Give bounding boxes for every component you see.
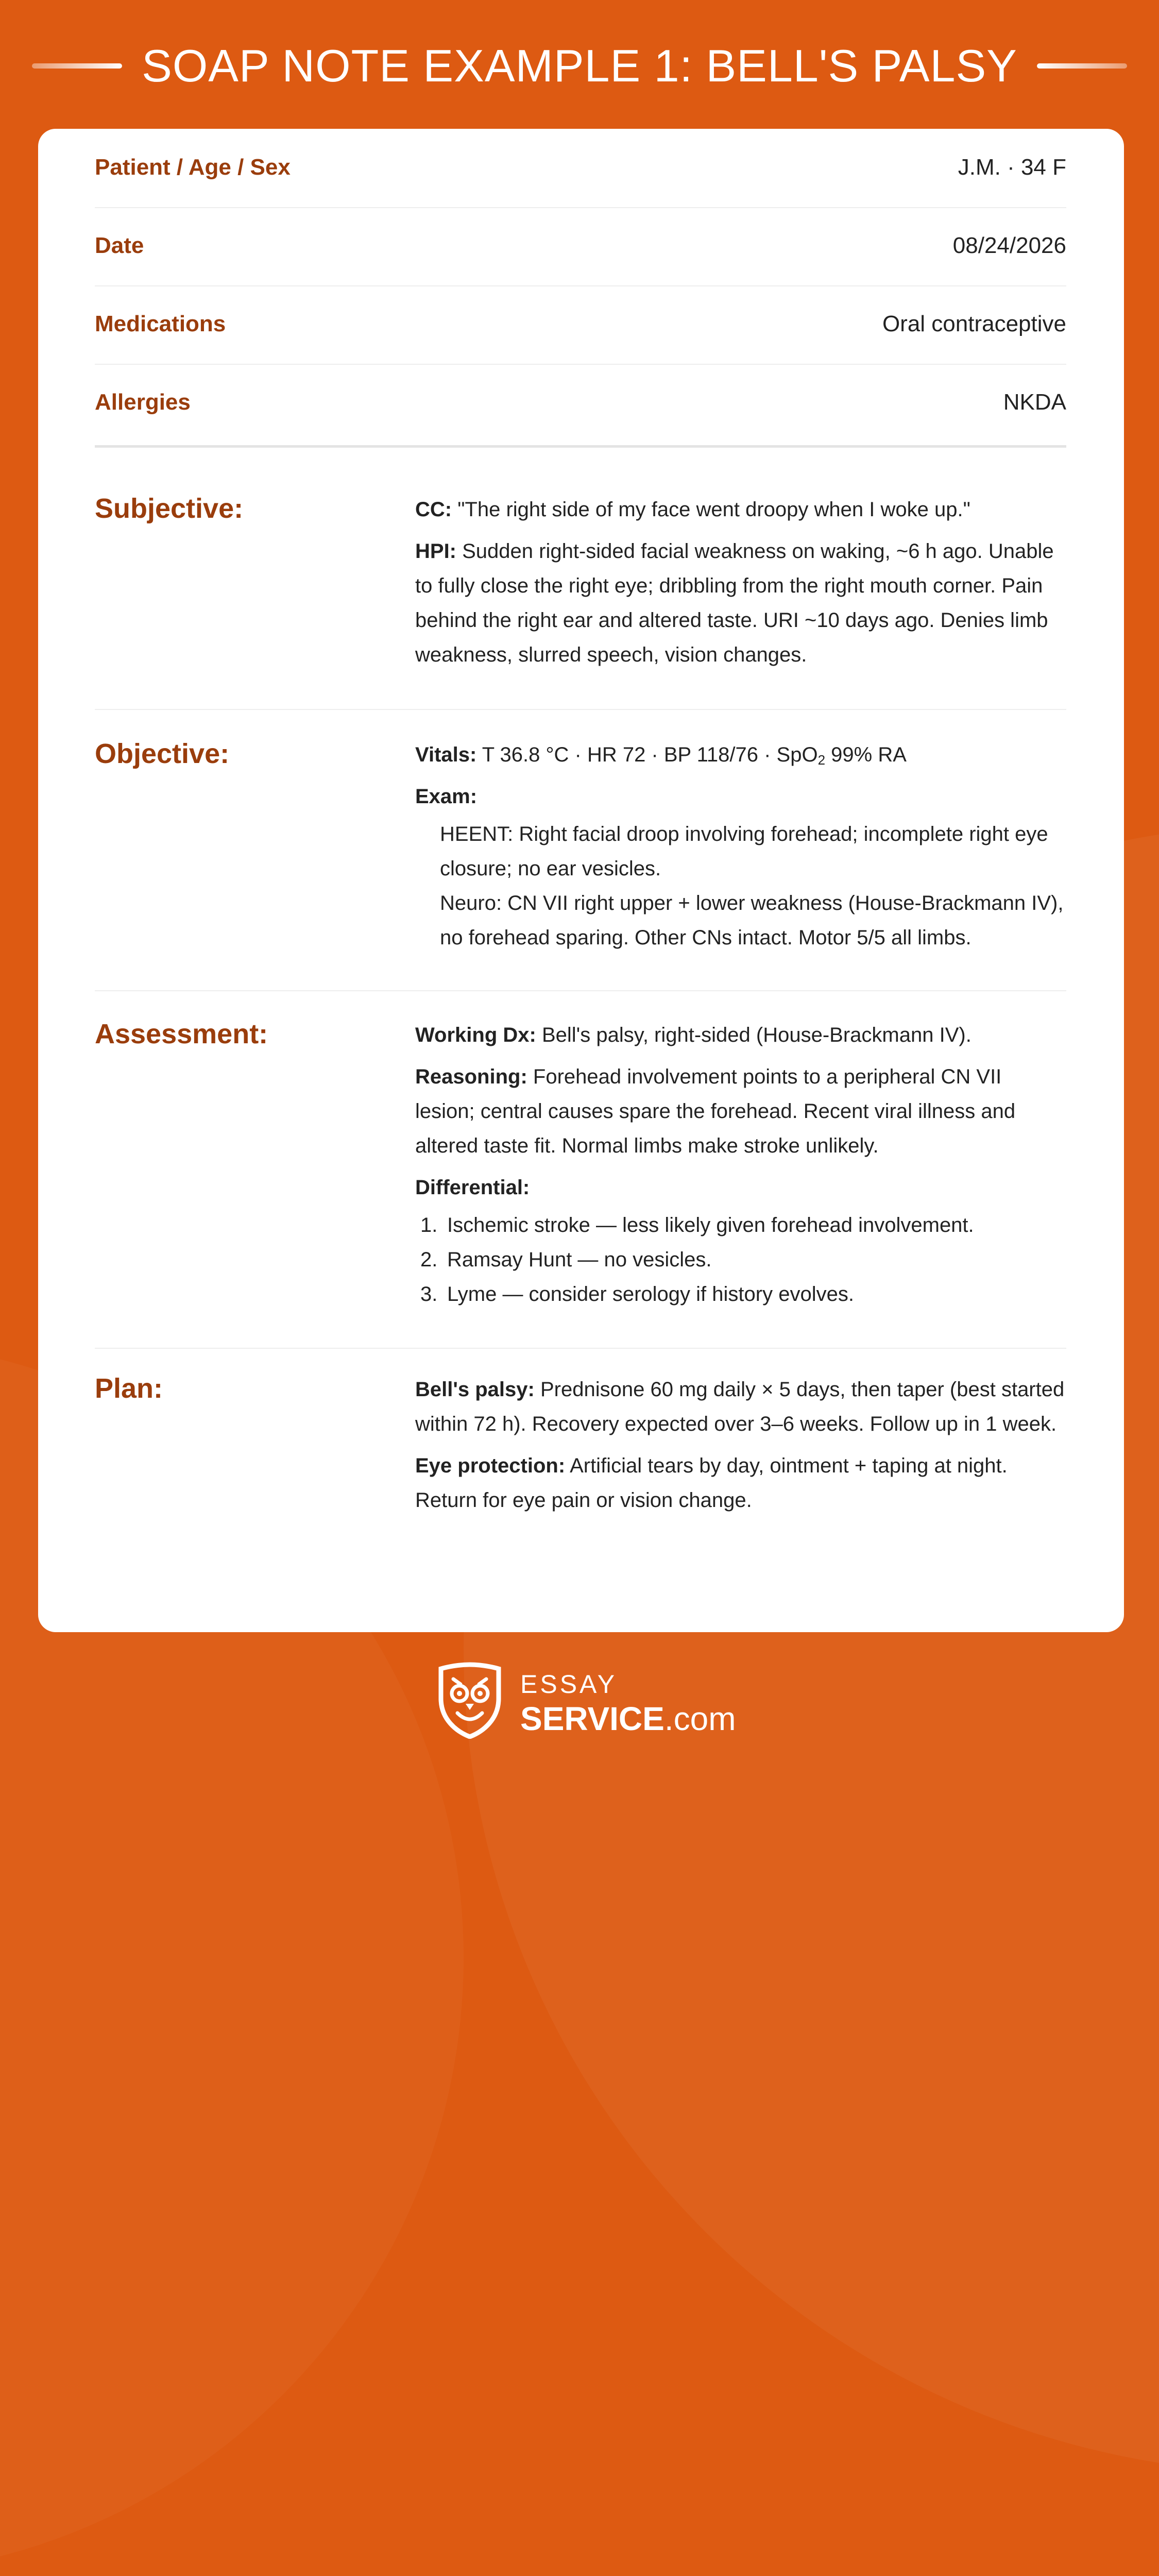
section-heading: Subjective: [95, 493, 244, 524]
hpi [415, 534, 1066, 672]
subscript: 2 [817, 752, 826, 768]
plan-eye-protection [415, 1449, 1066, 1518]
info-label: Patient / Age / Sex [95, 155, 291, 180]
differential-list [415, 1208, 1066, 1312]
page-title: SOAP NOTE EXAMPLE 1: BELL'S PALSY [142, 40, 1017, 91]
section-plan [95, 1372, 1066, 1589]
info-label: Medications [95, 311, 226, 336]
info-label: Date [95, 233, 144, 258]
owl-shield-icon [434, 1662, 506, 1739]
list-number: 3. [420, 1283, 438, 1306]
list-text: Lyme — consider serology if history evolves. [447, 1283, 854, 1306]
field-label: Exam: [415, 785, 478, 808]
section-heading: Objective: [95, 738, 230, 769]
section-objective [95, 738, 1066, 991]
field-text: T 36.8 °C · HR 72 · BP 118/76 · SpO [482, 743, 818, 766]
info-row-patient [95, 129, 1066, 208]
field-label: CC: [415, 498, 452, 521]
field-label: Working Dx: [415, 1024, 536, 1046]
list-number: 2. [420, 1248, 438, 1271]
field-label: Reasoning: [415, 1065, 527, 1088]
list-text: Ramsay Hunt — no vesicles. [447, 1248, 712, 1271]
section-body [415, 493, 1066, 680]
list-text: Ischemic stroke — less likely given forehead involvement. [447, 1214, 974, 1236]
list-item [415, 1208, 1066, 1243]
field-text: Sudden right-sided facial weakness on waking, ~6 h ago. Unable to fully close the right eye; dribbling from the right mouth corner. Pain behind the right ear and altered taste. URI ~10 days ago. Denies limb weakness, slurred speech, vision changes. [415, 540, 1054, 666]
list-number: 1. [420, 1214, 438, 1236]
differential-label [415, 1171, 1066, 1205]
exam-heent: HEENT: Right facial droop involving forehead; incomplete right eye closure; no ear vesicles. [440, 823, 1048, 880]
page-header [0, 28, 1159, 106]
section-heading: Plan: [95, 1373, 163, 1404]
section-heading: Assessment: [95, 1019, 268, 1049]
reasoning [415, 1060, 1066, 1163]
field-text: 99% RA [825, 743, 907, 766]
brand-suffix: .com [664, 1700, 736, 1737]
section-body [415, 738, 1066, 955]
info-label: Allergies [95, 389, 191, 415]
list-item [415, 1243, 1066, 1277]
chief-complaint [415, 493, 1066, 527]
section-body [415, 1018, 1066, 1312]
brand-wordmark [520, 1669, 736, 1738]
list-item [415, 1277, 1066, 1312]
brand-logo[interactable] [434, 1662, 736, 1744]
brand-top: ESSAY [520, 1670, 618, 1699]
field-label: Vitals: [415, 743, 477, 766]
plan-bells-palsy [415, 1372, 1066, 1442]
header-decor-line [1037, 63, 1127, 69]
info-value: Oral contraceptive [882, 311, 1066, 336]
brand-bold: SERVICE [520, 1700, 664, 1737]
field-text: Forehead involvement points to a peripheral CN VII lesion; central causes spare the forehead. Recent viral illness and altered taste fit. Normal limbs make stroke unlikely. [415, 1065, 1016, 1157]
brand-bottom [520, 1700, 736, 1738]
field-text: "The right side of my face went droopy when I woke up." [457, 498, 970, 521]
exam-label [415, 779, 1066, 814]
field-label: HPI: [415, 540, 456, 563]
info-row-medications [95, 285, 1066, 365]
field-text: Bell's palsy, right-sided (House-Brackmann IV). [541, 1024, 971, 1046]
info-value: J.M. · 34 F [958, 155, 1066, 180]
section-body [415, 1372, 1066, 1525]
field-label: Differential: [415, 1176, 530, 1199]
info-row-allergies [95, 364, 1066, 448]
info-value: 08/24/2026 [952, 233, 1066, 258]
soap-note-card [38, 129, 1124, 1632]
field-text: Prednisone 60 mg daily × 5 days, then taper (best started within 72 h). Recovery expected over 3–6 weeks. Follow up in 1 week. [415, 1378, 1065, 1435]
info-value: NKDA [1003, 389, 1066, 415]
section-subjective [95, 493, 1066, 710]
section-assessment [95, 1018, 1066, 1349]
info-row-date [95, 207, 1066, 286]
field-label: Bell's palsy: [415, 1378, 535, 1401]
field-text: Artificial tears by day, ointment + taping at night. Return for eye pain or vision change. [415, 1454, 1008, 1512]
field-label: Eye protection: [415, 1454, 566, 1477]
vitals [415, 738, 1066, 772]
exam-neuro: Neuro: CN VII right upper + lower weakness (House-Brackmann IV), no forehead sparing. Other CNs intact. Motor 5/5 all limbs. [440, 892, 1064, 949]
working-dx [415, 1018, 1066, 1053]
